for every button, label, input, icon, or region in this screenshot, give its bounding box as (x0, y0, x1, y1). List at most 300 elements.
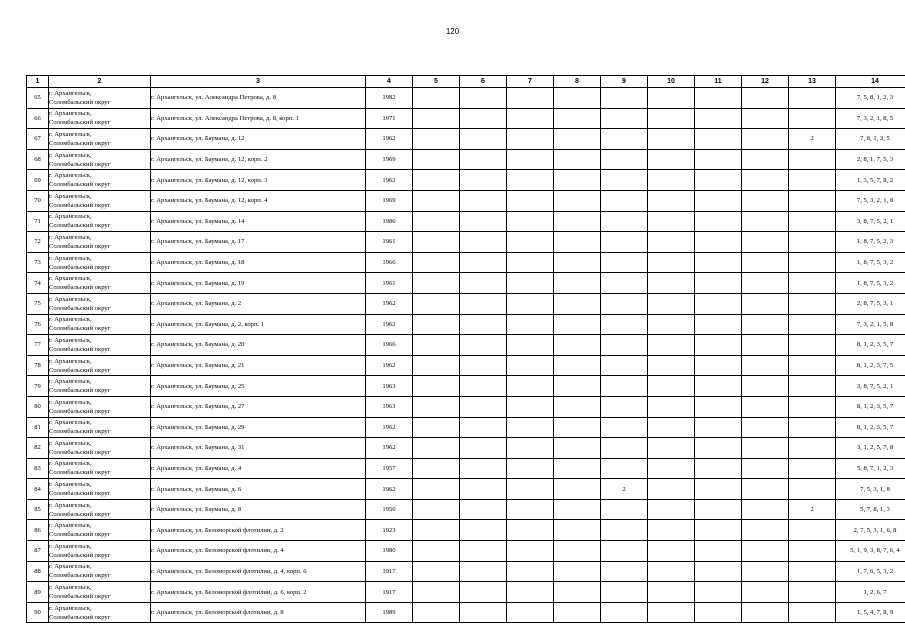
year-cell: 1971 (366, 108, 413, 129)
col-8-cell (554, 479, 601, 500)
col-10-cell (648, 541, 695, 562)
year-cell: 1969 (366, 149, 413, 170)
col-11-cell (695, 520, 742, 541)
address-cell: г. Архангельск, ул. Баумана, д. 14 (151, 211, 366, 232)
address-cell: г. Архангельск, ул. Баумана, д. 20 (151, 335, 366, 356)
col-5-cell (413, 396, 460, 417)
col-11-cell (695, 293, 742, 314)
col-5-cell (413, 190, 460, 211)
row-number: 87 (27, 541, 49, 562)
col-5-cell (413, 355, 460, 376)
col-5-cell (413, 273, 460, 294)
codes-cell: 3, 1, 2, 5, 7, 8 (836, 438, 905, 459)
col-6-cell (460, 335, 507, 356)
col-7-cell (507, 273, 554, 294)
col-7-cell (507, 211, 554, 232)
district-cell: г. Архангельск, Соломбальский округ (49, 170, 151, 191)
year-cell: 1917 (366, 582, 413, 603)
col-11-cell (695, 417, 742, 438)
col-6-cell (460, 520, 507, 541)
col-7-cell (507, 376, 554, 397)
table-row (27, 211, 905, 232)
year-cell: 1989 (366, 602, 413, 623)
col-6-cell (460, 170, 507, 191)
table-row (27, 479, 905, 500)
address-cell: г. Архангельск, ул. Беломорской флотилии, д. 8 (151, 602, 366, 623)
col-8-cell (554, 252, 601, 273)
col-13-cell (789, 293, 836, 314)
col-10-cell (648, 335, 695, 356)
col-9-cell (601, 561, 648, 582)
address-cell: г. Архангельск, ул. Баумана, д. 18 (151, 252, 366, 273)
year-cell: 1923 (366, 520, 413, 541)
table-row (27, 252, 905, 273)
district-cell: г. Архангельск, Соломбальский округ (49, 541, 151, 562)
col-7-cell (507, 252, 554, 273)
district-cell: г. Архангельск, Соломбальский округ (49, 458, 151, 479)
header-col-13: 13 (789, 76, 836, 88)
year-cell: 1966 (366, 335, 413, 356)
col-10-cell (648, 458, 695, 479)
col-12-cell (742, 520, 789, 541)
district-cell: г. Архангельск, Соломбальский округ (49, 293, 151, 314)
col-5-cell (413, 520, 460, 541)
col-8-cell (554, 541, 601, 562)
col-13-cell (789, 479, 836, 500)
col-13-cell (789, 149, 836, 170)
col-6-cell (460, 232, 507, 253)
col-6-cell (460, 252, 507, 273)
header-col-12: 12 (742, 76, 789, 88)
district-cell: г. Архангельск, Соломбальский округ (49, 88, 151, 109)
col-8-cell (554, 108, 601, 129)
col-9-cell (601, 438, 648, 459)
col-9-cell (601, 376, 648, 397)
col-6-cell (460, 273, 507, 294)
col-12-cell (742, 541, 789, 562)
year-cell: 1982 (366, 88, 413, 109)
year-cell: 1962 (366, 314, 413, 335)
col-11-cell (695, 355, 742, 376)
col-5-cell (413, 561, 460, 582)
row-number: 84 (27, 479, 49, 500)
col-13-cell (789, 88, 836, 109)
col-6-cell (460, 602, 507, 623)
district-cell: г. Архангельск, Соломбальский округ (49, 232, 151, 253)
col-7-cell (507, 232, 554, 253)
address-cell: г. Архангельск, ул. Баумана, д. 12, корп. 4 (151, 190, 366, 211)
col-12-cell (742, 479, 789, 500)
table-row (27, 376, 905, 397)
col-10-cell (648, 232, 695, 253)
year-cell: 1962 (366, 129, 413, 150)
district-cell: г. Архангельск, Соломбальский округ (49, 355, 151, 376)
district-cell: г. Архангельск, Соломбальский округ (49, 561, 151, 582)
address-cell: г. Архангельск, ул. Баумана, д. 31 (151, 438, 366, 459)
address-cell: г. Архангельск, ул. Баумана, д. 8 (151, 499, 366, 520)
col-6-cell (460, 561, 507, 582)
col-5-cell (413, 376, 460, 397)
district-cell: г. Архангельск, Соломбальский округ (49, 479, 151, 500)
district-cell: г. Архангельск, Соломбальский округ (49, 252, 151, 273)
col-9-cell (601, 273, 648, 294)
col-5-cell (413, 211, 460, 232)
col-11-cell (695, 129, 742, 150)
table-body (27, 88, 905, 623)
codes-cell: 1, 2, 6, 7 (836, 582, 905, 603)
row-number: 73 (27, 252, 49, 273)
address-cell: г. Архангельск, ул. Баумана, д. 25 (151, 376, 366, 397)
year-cell: 1962 (366, 479, 413, 500)
codes-cell: 1, 5, 4, 7, 8, 9 (836, 602, 905, 623)
col-12-cell (742, 252, 789, 273)
year-cell: 1917 (366, 561, 413, 582)
table-row (27, 149, 905, 170)
table-row (27, 458, 905, 479)
col-12-cell (742, 376, 789, 397)
col-9-cell (601, 211, 648, 232)
col-10-cell (648, 273, 695, 294)
codes-cell: 2, 8, 7, 5, 3, 1 (836, 293, 905, 314)
col-10-cell (648, 211, 695, 232)
col-12-cell (742, 211, 789, 232)
header-col-3: 3 (151, 76, 366, 88)
col-11-cell (695, 232, 742, 253)
col-9-cell (601, 252, 648, 273)
row-number: 67 (27, 129, 49, 150)
header-col-10: 10 (648, 76, 695, 88)
address-cell: г. Архангельск, ул. Александра Петрова, д. 8 (151, 88, 366, 109)
col-12-cell (742, 438, 789, 459)
col-11-cell (695, 602, 742, 623)
col-6-cell (460, 417, 507, 438)
col-11-cell (695, 499, 742, 520)
col-7-cell (507, 190, 554, 211)
address-cell: г. Архангельск, ул. Баумана, д. 12 (151, 129, 366, 150)
codes-cell: 5, 7, 8, 1, 3 (836, 499, 905, 520)
col-9-cell (601, 582, 648, 603)
col-10-cell (648, 355, 695, 376)
page-number: 120 (445, 27, 460, 36)
row-number: 75 (27, 293, 49, 314)
district-cell: г. Архангельск, Соломбальский округ (49, 314, 151, 335)
col-11-cell (695, 541, 742, 562)
col-5-cell (413, 602, 460, 623)
col-6-cell (460, 190, 507, 211)
codes-cell: 7, 3, 2, 1, 8, 5 (836, 108, 905, 129)
col-9-cell (601, 129, 648, 150)
year-cell: 1962 (366, 170, 413, 191)
col-7-cell (507, 458, 554, 479)
col-11-cell (695, 273, 742, 294)
col-12-cell (742, 335, 789, 356)
year-cell: 1962 (366, 417, 413, 438)
col-13-cell (789, 211, 836, 232)
col-10-cell (648, 561, 695, 582)
header-col-4: 4 (366, 76, 413, 88)
col-9-cell (601, 108, 648, 129)
col-10-cell (648, 417, 695, 438)
col-7-cell (507, 293, 554, 314)
col-11-cell (695, 335, 742, 356)
col-13-cell (789, 108, 836, 129)
col-5-cell (413, 149, 460, 170)
table-row (27, 438, 905, 459)
col-11-cell (695, 376, 742, 397)
col-5-cell (413, 438, 460, 459)
district-cell: г. Архангельск, Соломбальский округ (49, 396, 151, 417)
table-row (27, 520, 905, 541)
col-10-cell (648, 376, 695, 397)
col-9-cell (601, 314, 648, 335)
col-12-cell (742, 314, 789, 335)
col-5-cell (413, 479, 460, 500)
col-5-cell (413, 232, 460, 253)
address-cell: г. Архангельск, ул. Баумана, д. 21 (151, 355, 366, 376)
col-6-cell (460, 438, 507, 459)
col-12-cell (742, 170, 789, 191)
col-8-cell (554, 293, 601, 314)
col-6-cell (460, 458, 507, 479)
col-11-cell (695, 88, 742, 109)
col-8-cell (554, 355, 601, 376)
col-10-cell (648, 582, 695, 603)
year-cell: 1956 (366, 499, 413, 520)
col-8-cell (554, 499, 601, 520)
col-9-cell (601, 335, 648, 356)
header-col-2: 2 (49, 76, 151, 88)
col-8-cell (554, 232, 601, 253)
col-12-cell (742, 108, 789, 129)
row-number: 88 (27, 561, 49, 582)
district-cell: г. Архангельск, Соломбальский округ (49, 602, 151, 623)
col-11-cell (695, 170, 742, 191)
codes-cell: 7, 5, 3, 1, 8 (836, 479, 905, 500)
col-8-cell (554, 520, 601, 541)
col-13-cell (789, 561, 836, 582)
row-number: 83 (27, 458, 49, 479)
table-row (27, 499, 905, 520)
col-12-cell (742, 190, 789, 211)
table-row (27, 396, 905, 417)
col-7-cell (507, 499, 554, 520)
table-row (27, 335, 905, 356)
header-col-11: 11 (695, 76, 742, 88)
col-5-cell (413, 335, 460, 356)
col-5-cell (413, 541, 460, 562)
col-6-cell (460, 499, 507, 520)
header-col-8: 8 (554, 76, 601, 88)
col-8-cell (554, 582, 601, 603)
table-row (27, 561, 905, 582)
row-number: 85 (27, 499, 49, 520)
col-9-cell (601, 293, 648, 314)
codes-cell: 5, 8, 7, 1, 2, 3 (836, 458, 905, 479)
year-cell: 1963 (366, 396, 413, 417)
col-13-cell (789, 396, 836, 417)
codes-cell: 8, 1, 2, 3, 5, 7 (836, 335, 905, 356)
col-7-cell (507, 417, 554, 438)
row-number: 71 (27, 211, 49, 232)
col-8-cell (554, 602, 601, 623)
col-10-cell (648, 190, 695, 211)
codes-cell: 8, 1, 2, 3, 5, 7 (836, 417, 905, 438)
district-cell: г. Архангельск, Соломбальский округ (49, 520, 151, 541)
col-13-cell (789, 335, 836, 356)
col-12-cell (742, 396, 789, 417)
col-8-cell (554, 129, 601, 150)
col-6-cell (460, 479, 507, 500)
codes-cell: 7, 8, 1, 3, 5 (836, 129, 905, 150)
col-13-cell (789, 417, 836, 438)
col-11-cell (695, 458, 742, 479)
col-8-cell (554, 561, 601, 582)
codes-cell: 8, 1, 2, 3, 7, 5 (836, 355, 905, 376)
year-cell: 1980 (366, 541, 413, 562)
address-cell: г. Архангельск, ул. Баумана, д. 17 (151, 232, 366, 253)
col-13-cell (789, 273, 836, 294)
codes-cell: 1, 7, 6, 5, 3, 2 (836, 561, 905, 582)
col-11-cell (695, 561, 742, 582)
district-cell: г. Архангельск, Соломбальский округ (49, 129, 151, 150)
table-row (27, 232, 905, 253)
district-cell: г. Архангельск, Соломбальский округ (49, 438, 151, 459)
col-6-cell (460, 396, 507, 417)
col-12-cell (742, 293, 789, 314)
housing-table (26, 75, 905, 623)
address-cell: г. Архангельск, ул. Баумана, д. 12, корп. 3 (151, 170, 366, 191)
district-cell: г. Архангельск, Соломбальский округ (49, 273, 151, 294)
col-8-cell (554, 314, 601, 335)
col-7-cell (507, 88, 554, 109)
col-8-cell (554, 149, 601, 170)
year-cell: 1957 (366, 458, 413, 479)
codes-cell: 1, 8, 7, 5, 3, 2 (836, 252, 905, 273)
col-9-cell (601, 88, 648, 109)
col-11-cell (695, 479, 742, 500)
address-cell: г. Архангельск, ул. Баумана, д. 19 (151, 273, 366, 294)
col-11-cell (695, 211, 742, 232)
col-6-cell (460, 211, 507, 232)
col-13-cell: 2 (789, 129, 836, 150)
col-7-cell (507, 561, 554, 582)
col-8-cell (554, 458, 601, 479)
table-row (27, 273, 905, 294)
col-6-cell (460, 376, 507, 397)
codes-cell: 2, 7, 5, 3, 1, 6, 8 (836, 520, 905, 541)
table-row (27, 190, 905, 211)
col-13-cell (789, 232, 836, 253)
col-12-cell (742, 149, 789, 170)
col-11-cell (695, 252, 742, 273)
col-8-cell (554, 170, 601, 191)
codes-cell: 1, 3, 5, 7, 8, 2 (836, 170, 905, 191)
header-col-6: 6 (460, 76, 507, 88)
col-13-cell: 2 (789, 499, 836, 520)
address-cell: г. Архангельск, ул. Баумана, д. 12, корп. 2 (151, 149, 366, 170)
col-9-cell (601, 602, 648, 623)
row-number: 70 (27, 190, 49, 211)
col-5-cell (413, 499, 460, 520)
codes-cell: 3, 8, 7, 5, 2, 1 (836, 376, 905, 397)
col-11-cell (695, 314, 742, 335)
district-cell: г. Архангельск, Соломбальский округ (49, 499, 151, 520)
row-number: 74 (27, 273, 49, 294)
col-5-cell (413, 582, 460, 603)
address-cell: г. Архангельск, ул. Беломорской флотилии, д. 6, корп. 2 (151, 582, 366, 603)
district-cell: г. Архангельск, Соломбальский округ (49, 211, 151, 232)
table-row (27, 355, 905, 376)
row-number: 69 (27, 170, 49, 191)
col-13-cell (789, 582, 836, 603)
col-12-cell (742, 417, 789, 438)
col-12-cell (742, 273, 789, 294)
year-cell: 1961 (366, 232, 413, 253)
col-7-cell (507, 541, 554, 562)
table-row (27, 170, 905, 191)
col-12-cell (742, 561, 789, 582)
district-cell: г. Архангельск, Соломбальский округ (49, 108, 151, 129)
col-8-cell (554, 396, 601, 417)
header-col-7: 7 (507, 76, 554, 88)
col-9-cell (601, 170, 648, 191)
col-10-cell (648, 520, 695, 541)
col-9-cell: 2 (601, 479, 648, 500)
col-9-cell (601, 149, 648, 170)
col-8-cell (554, 417, 601, 438)
col-9-cell (601, 190, 648, 211)
col-13-cell (789, 458, 836, 479)
district-cell: г. Архангельск, Соломбальский округ (49, 376, 151, 397)
col-7-cell (507, 582, 554, 603)
codes-cell: 1, 8, 7, 5, 3, 2 (836, 273, 905, 294)
row-number: 65 (27, 88, 49, 109)
codes-cell: 5, 1, 9, 3, 8, 7, 6, 4 (836, 541, 905, 562)
row-number: 78 (27, 355, 49, 376)
col-12-cell (742, 355, 789, 376)
col-10-cell (648, 129, 695, 150)
col-5-cell (413, 293, 460, 314)
year-cell: 1961 (366, 273, 413, 294)
address-cell: г. Архангельск, ул. Александра Петрова, д. 8, корп. 1 (151, 108, 366, 129)
col-10-cell (648, 293, 695, 314)
col-9-cell (601, 355, 648, 376)
col-7-cell (507, 170, 554, 191)
col-12-cell (742, 129, 789, 150)
year-cell: 1963 (366, 376, 413, 397)
col-13-cell (789, 355, 836, 376)
col-9-cell (601, 499, 648, 520)
row-number: 76 (27, 314, 49, 335)
col-7-cell (507, 520, 554, 541)
col-10-cell (648, 314, 695, 335)
col-8-cell (554, 273, 601, 294)
col-6-cell (460, 108, 507, 129)
col-7-cell (507, 602, 554, 623)
col-6-cell (460, 129, 507, 150)
district-cell: г. Архангельск, Соломбальский округ (49, 335, 151, 356)
col-10-cell (648, 108, 695, 129)
row-number: 72 (27, 232, 49, 253)
col-11-cell (695, 438, 742, 459)
col-10-cell (648, 438, 695, 459)
col-12-cell (742, 499, 789, 520)
col-12-cell (742, 232, 789, 253)
row-number: 80 (27, 396, 49, 417)
table-row (27, 293, 905, 314)
table-row (27, 129, 905, 150)
row-number: 89 (27, 582, 49, 603)
